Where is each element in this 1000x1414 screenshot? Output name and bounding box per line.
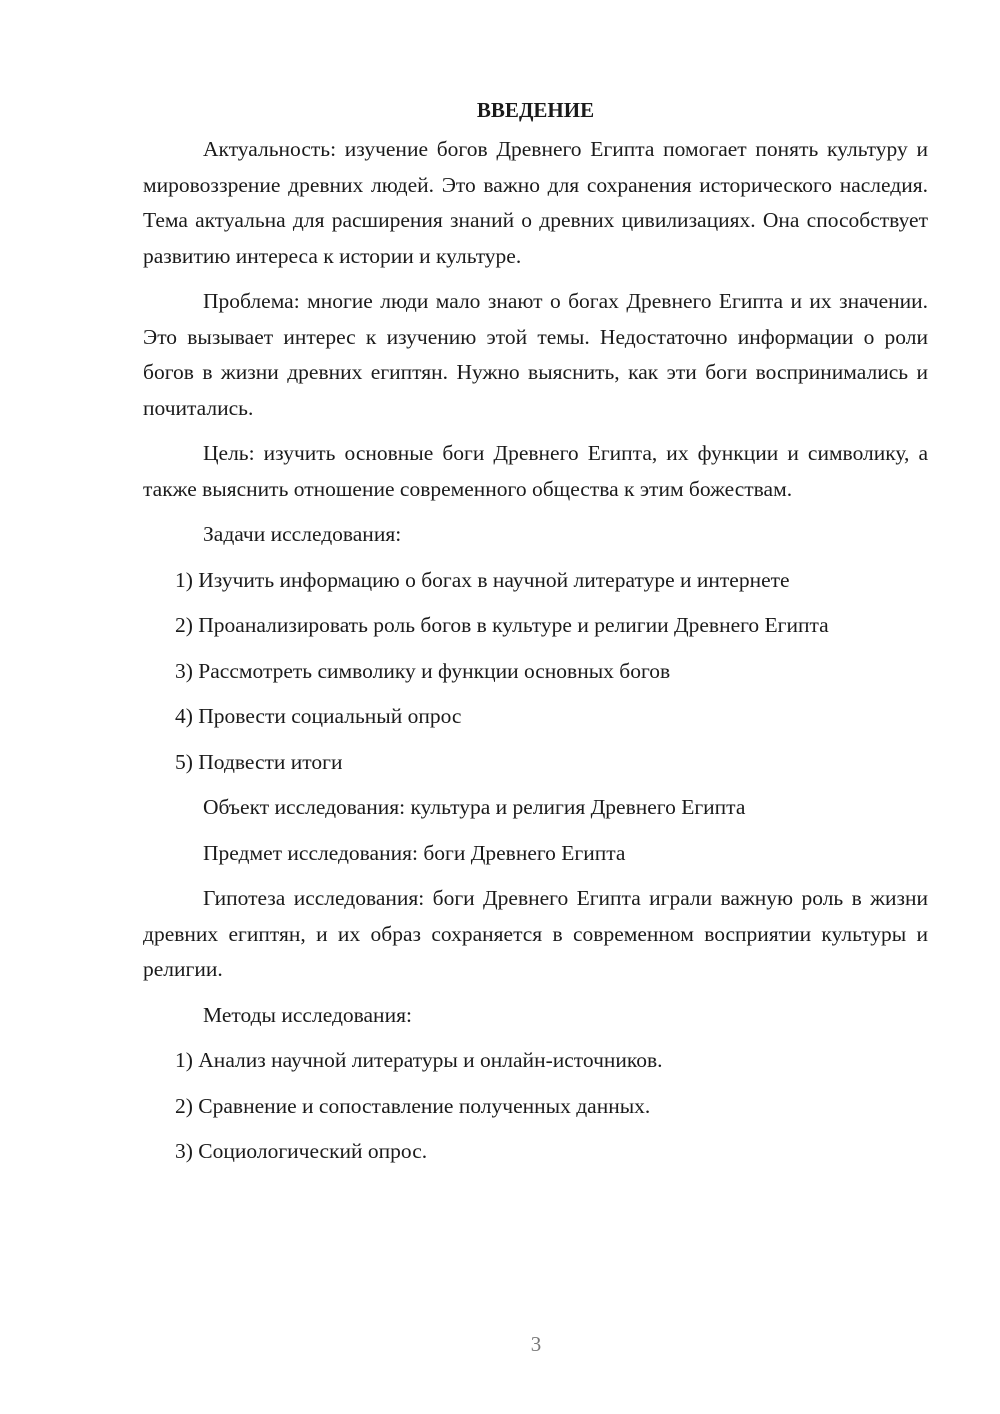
page-number: 3 [530,1332,542,1356]
section-title: ВВЕДЕНИЕ [476,98,595,122]
task-item-2: 2) Проанализировать роль богов в культуре и религии Древнего Египта [175,613,829,637]
task-item-3: 3) Рассмотреть символику и функции основных богов [175,658,671,683]
goal-paragraph: Цель: изучить основные боги Древнего Египта, их функции и символику, а также выяснить отношение современного общества к этим божествам. [143,441,928,501]
research-object: Объект исследования: культура и религия Древнего Египта [203,795,746,819]
research-hypothesis: Гипотеза исследования: боги Древнего Египта играли важную роль в жизни древних египтян, и их образ сохраняется в современном восприятии культуры и религии. [143,886,928,981]
document-page [143,92,928,1180]
problem-paragraph: Проблема: многие люди мало знают о богах Древнего Египта и их значении. Это вызывает интерес к изучению этой темы. Недостаточно информации о роли богов в жизни древних египтян. Нужно выяснить, как эти боги воспринимались и почитались. [143,289,928,420]
task-item-1: 1) Изучить информацию о богах в научной литературе и интернете [175,567,790,592]
methods-heading: Методы исследования: [203,1002,412,1027]
method-item-2: 2) Сравнение и сопоставление полученных данных. [175,1093,651,1118]
method-item-1: 1) Анализ научной литературы и онлайн-источников. [175,1048,663,1072]
task-item-4: 4) Провести социальный опрос [175,704,462,728]
tasks-heading: Задачи исследования: [203,522,402,546]
method-item-3: 3) Социологический опрос. [175,1139,428,1163]
research-subject: Предмет исследования: боги Древнего Египта [203,840,626,865]
task-item-5: 5) Подвести итоги [175,749,343,774]
relevance-paragraph: Актуальность: изучение богов Древнего Египта помогает понять культуру и мировоззрение древних людей. Это важно для сохранения исторического наследия. Тема актуальна для расширения знаний о древних цивилизациях. Она способствует развитию интереса к истории и культуре. [143,137,928,268]
